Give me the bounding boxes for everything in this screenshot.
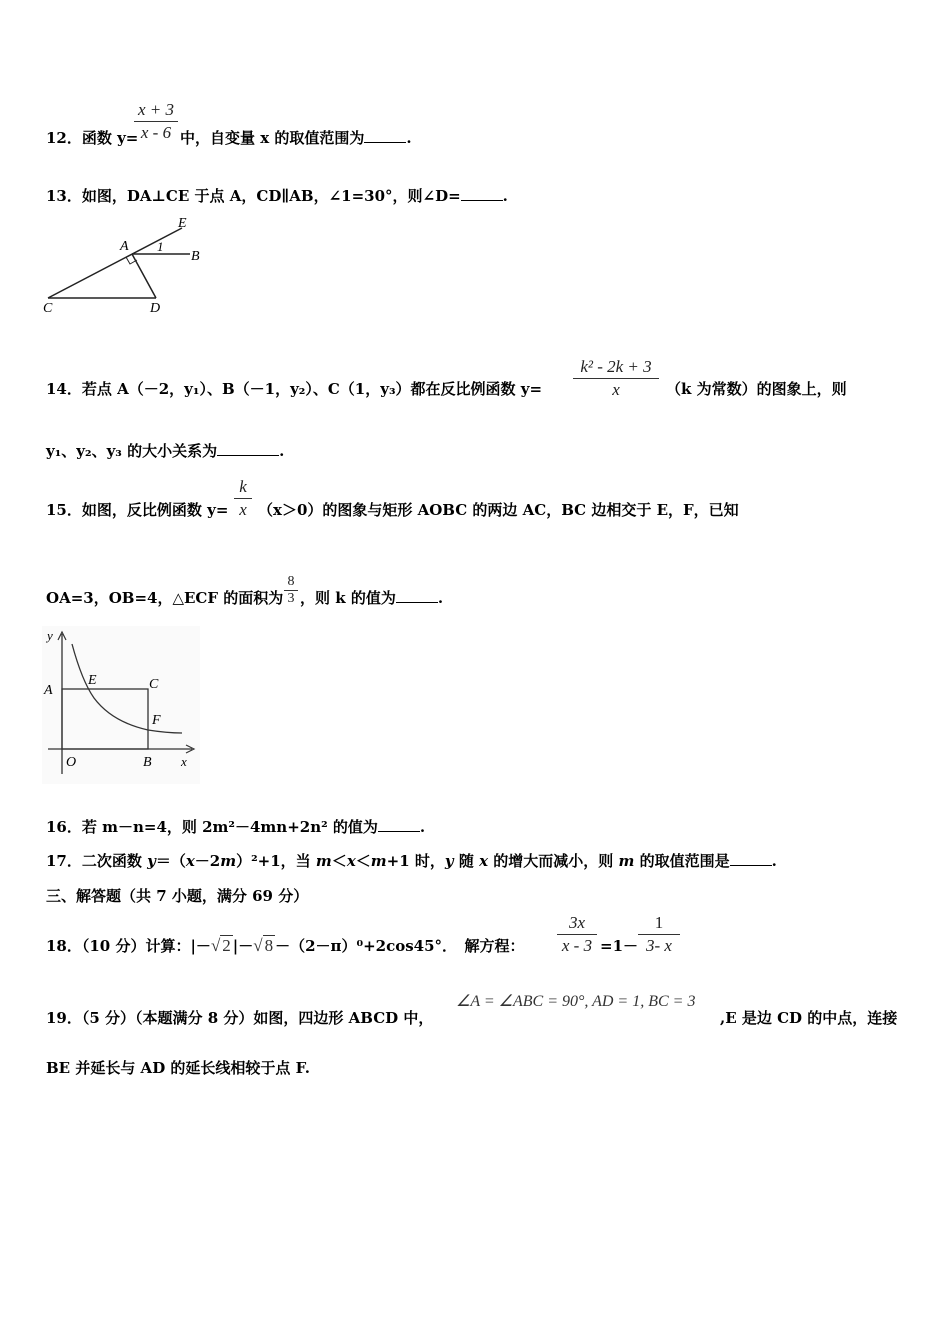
q17-text: 随 (453, 852, 480, 870)
answer-blank[interactable] (461, 186, 503, 201)
q15-frac-den: x (239, 500, 247, 519)
q13-line (46, 186, 508, 206)
fig-label-C: C (149, 677, 159, 692)
section-title (46, 886, 308, 906)
q15-figure (42, 626, 200, 784)
q17-text: 的增大而减小，则 (488, 852, 619, 870)
q17-line (46, 851, 777, 871)
q15-area-den: 3 (287, 591, 295, 606)
q19-line2-text: BE 并延长与 AD 的延长线相较于点 F. (46, 1059, 311, 1077)
var-x: x (346, 852, 356, 870)
q15-prefix: 15．如图，反比例函数 y= (46, 501, 229, 519)
q18-f2-den: 3- x (646, 936, 672, 955)
period: . (437, 589, 444, 607)
section-title-text: 三、解答题（共 7 小题，满分 69 分） (46, 887, 309, 905)
label-D: D (150, 301, 161, 316)
q18-text: |－ (232, 937, 254, 955)
fig-label-x: x (181, 754, 187, 769)
q19-line2 (46, 1058, 310, 1078)
q15-suffix: （x＞0）的图象与矩形 AOBC 的两边 AC，BC 边相交于 E，F，已知 (258, 501, 739, 519)
q18-text: －（2－π）⁰+2cos45°． 解方程： (275, 937, 525, 955)
q12-line-tail (180, 128, 412, 148)
var-m: m (220, 852, 237, 870)
q15-line (46, 500, 228, 520)
q19-suffix: ,E 是边 CD 的中点，连接 (720, 1009, 898, 1027)
q17-text: ＜ (331, 852, 347, 870)
var-y: y (444, 852, 454, 870)
right-angle-mark (126, 257, 137, 264)
q14-line (46, 379, 542, 399)
q12-prefix: 12．函数 y= (46, 129, 139, 147)
answer-blank[interactable] (217, 441, 279, 456)
radicand: 8 (264, 936, 274, 955)
q16-text: 16．若 m－n=4，则 2m²－4mn+2n² 的值为 (46, 818, 378, 836)
q14-line2-text: y₁、y₂、y₃ 的大小关系为 (46, 442, 218, 460)
q17-text: 的取值范围是 (634, 852, 730, 870)
sqrt-8: √ 8 (253, 936, 274, 955)
radicand: 2 (222, 936, 231, 955)
period: . (771, 852, 777, 870)
q17-text: ＜ (355, 852, 371, 870)
label-E: E (178, 216, 187, 231)
sqrt-2: √ 2 (210, 936, 231, 955)
q15-line-tail (258, 500, 739, 520)
q18-fraction-1 (557, 912, 597, 957)
fig-label-F: F (152, 713, 161, 728)
q19-line (46, 1008, 433, 1028)
q14-fraction (573, 356, 659, 401)
q17-text: ＝（ (155, 852, 186, 870)
answer-blank[interactable] (378, 817, 420, 832)
fig-label-B: B (143, 755, 152, 770)
q18-f1-den: x - 3 (561, 936, 593, 955)
q12-suffix: 中，自变量 x 的取值范围为 (180, 129, 365, 147)
fig-label-E: E (88, 673, 97, 688)
q18-eq-text: =1－ (600, 937, 639, 955)
label-B: B (191, 249, 200, 264)
answer-blank[interactable] (730, 851, 772, 866)
q15-line2-prefix: OA=3，OB=4，△ECF 的面积为 (46, 589, 284, 607)
fig-label-y: y (47, 628, 53, 643)
q12-frac-den: x - 6 (140, 123, 172, 142)
q14-line-tail (666, 379, 847, 399)
q14-suffix: （k 为常数）的图象上，则 (666, 380, 847, 398)
q13-text: 13．如图，DA⊥CE 于点 A，CD∥AB，∠1=30°，则∠D= (46, 187, 461, 205)
q15-frac-num: k (239, 477, 247, 496)
q15-line2-suffix: ，则 k 的值为 (300, 589, 396, 607)
q12-fraction (134, 99, 178, 144)
q18-text: 18．（10 分）计算：|－ (46, 937, 211, 955)
q19-line-tail (720, 1008, 897, 1028)
q18-fraction-2 (638, 912, 680, 957)
q18-f1-num: 3x (568, 913, 586, 932)
q15-fraction (234, 476, 252, 521)
label-C: C (43, 301, 53, 316)
var-x: x (479, 852, 489, 870)
q18-eq (600, 936, 638, 956)
q19-prefix: 19．（5 分）（本题满分 8 分）如图，四边形 ABCD 中， (46, 1009, 434, 1027)
fig-label-A: A (44, 683, 53, 698)
q13-figure (40, 212, 215, 322)
var-m: m (370, 852, 387, 870)
q18-line (46, 936, 525, 956)
var-m: m (618, 852, 635, 870)
q15-area-fraction (284, 574, 298, 607)
q15-line2-tail (300, 588, 443, 608)
var-y: y (147, 852, 156, 870)
answer-blank[interactable] (364, 128, 406, 143)
q18-f2-num: 1 (654, 913, 664, 932)
q14-prefix: 14．若点 A（－2，y₁）、B（－1，y₂）、C（1，y₃）都在反比例函数 y= (46, 380, 543, 398)
period: . (279, 442, 285, 460)
q17-text: 17．二次函数 (46, 852, 148, 870)
var-m: m (315, 852, 332, 870)
q14-line2 (46, 441, 284, 461)
q17-text: －2 (194, 852, 221, 870)
q14-frac-den: x (612, 380, 620, 399)
q16-line (46, 817, 425, 837)
q19-condition: ∠A = ∠ABC = 90°, AD = 1, BC = 3 (456, 993, 696, 1010)
period: . (406, 129, 412, 147)
period: . (419, 818, 426, 836)
answer-blank[interactable] (396, 588, 438, 603)
q14-frac-num: k² - 2k + 3 (580, 357, 652, 376)
var-x: x (185, 852, 195, 870)
period: . (502, 187, 508, 205)
label-A: A (120, 239, 129, 254)
fig-label-O: O (66, 755, 77, 770)
q15-area-num: 8 (287, 574, 295, 589)
q17-text: ）²+1，当 (236, 852, 316, 870)
q12-line (46, 128, 138, 148)
q15-line2 (46, 588, 283, 608)
label-1: 1 (157, 239, 164, 254)
q17-text: +1 时， (386, 852, 445, 870)
q12-frac-num: x + 3 (137, 100, 175, 119)
